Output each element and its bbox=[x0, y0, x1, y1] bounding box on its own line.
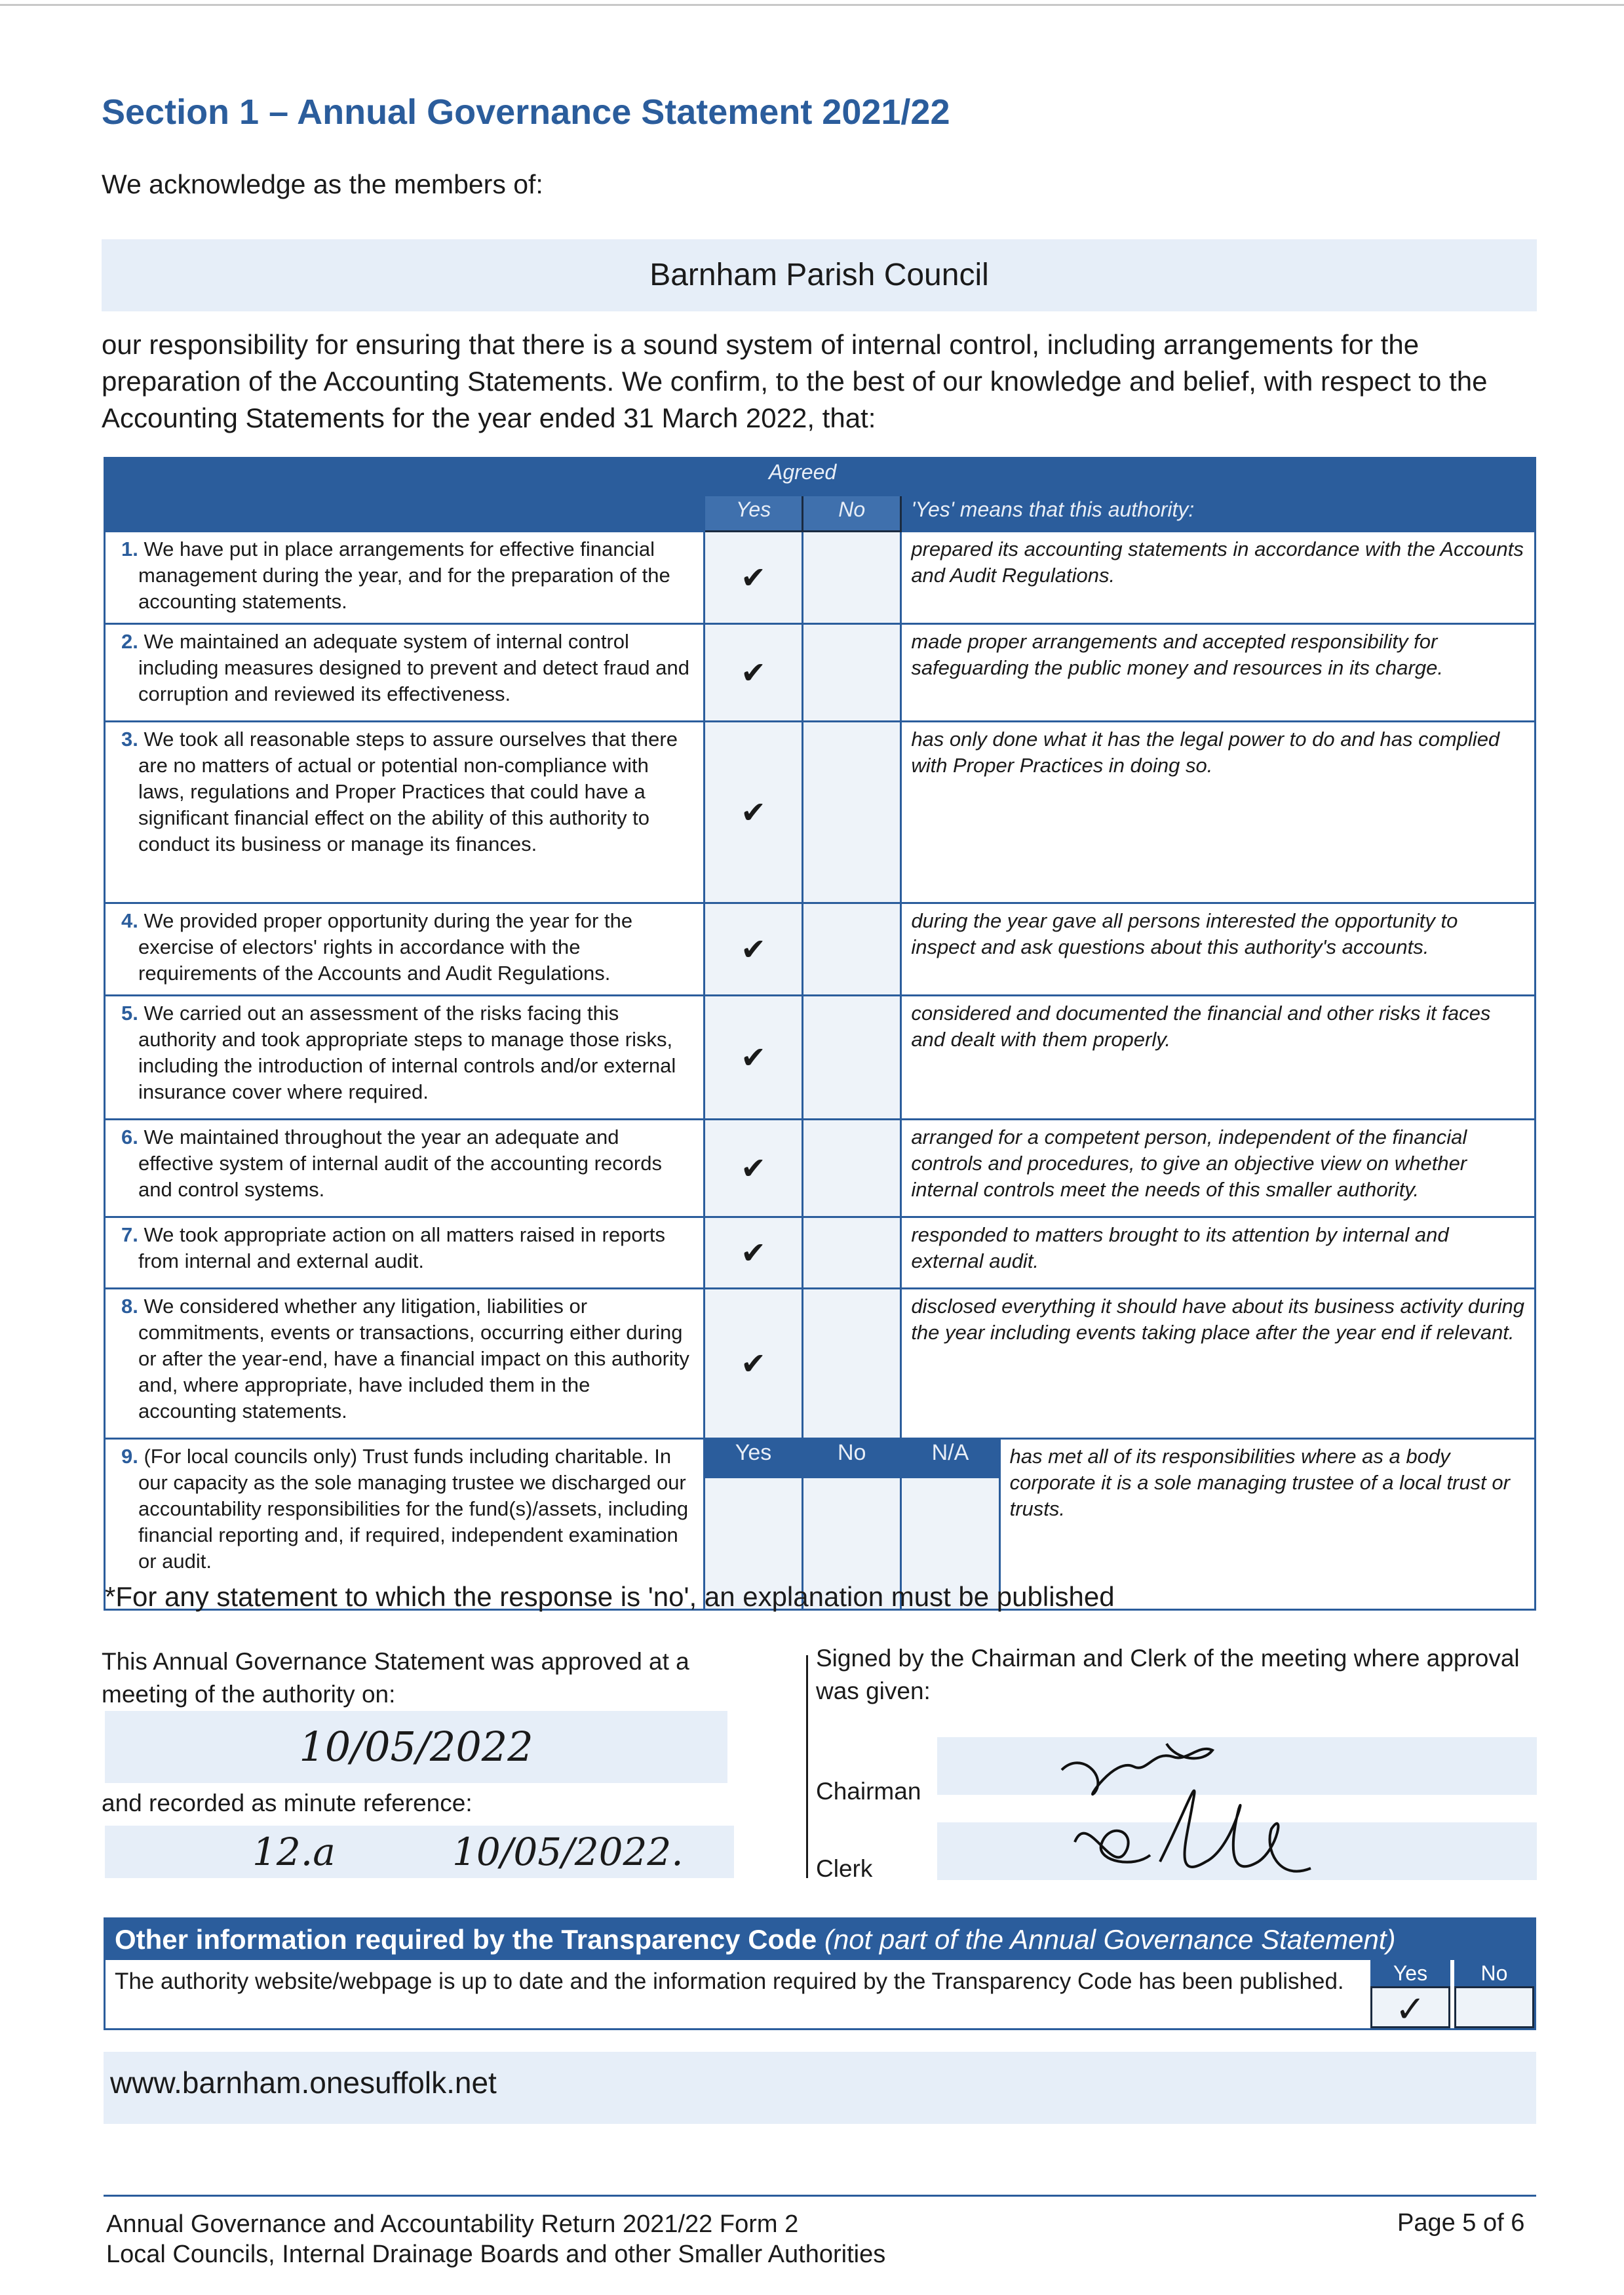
no-header: No bbox=[803, 496, 901, 532]
statement-text: We maintained throughout the year an adequate and effective system of internal audit of the accounting records and control systems. bbox=[138, 1126, 662, 1201]
table-row bbox=[105, 722, 1536, 903]
row-number: 3. bbox=[121, 728, 138, 751]
row-number: 1. bbox=[121, 538, 138, 560]
statements-body bbox=[105, 532, 1536, 1439]
no-checkbox[interactable] bbox=[803, 624, 901, 722]
clerk-label: Clerk bbox=[816, 1855, 873, 1882]
row-number: 9. bbox=[121, 1445, 138, 1468]
responsibility-text: our responsibility for ensuring that there is a sound system of internal control, including arrangements for the preparation of the Accounting Statements. We confirm, to the best of our knowledge and belief, with respect to the Accounting Statements for the year ended 31 March 2022, that: bbox=[102, 329, 1488, 433]
table-row bbox=[105, 1439, 1536, 1478]
table-row bbox=[105, 1289, 1536, 1439]
approved-text: This Annual Governance Statement was approved at a meeting of the authority on: bbox=[102, 1648, 689, 1708]
row-number: 4. bbox=[121, 909, 138, 932]
statements-table bbox=[104, 457, 1536, 1611]
meaning-text: prepared its accounting statements in accordance with the Accounts and Audit Regulations. bbox=[901, 532, 1536, 624]
statement-text: We considered whether any litigation, liabilities or commitments, events or transactions, occurring either during or after the year-end, have a financial impact on this authority and, where appropriate, have included them in the accounting statements. bbox=[138, 1295, 689, 1422]
meaning-header: 'Yes' means that this authority: bbox=[901, 496, 1536, 532]
statement-text: We provided proper opportunity during the year for the exercise of electors' rights in accordance with the requirements of the Accounts and Audit Regulations. bbox=[138, 909, 633, 985]
top-rule bbox=[0, 4, 1624, 6]
statement-text: We have put in place arrangements for effective financial management during the year, and for the preparation of the accounting statements. bbox=[138, 538, 670, 613]
meaning-text: has met all of its responsibilities where as a body corporate it is a sole managing trustee of a local trust or trusts. bbox=[999, 1439, 1535, 1610]
transparency-yes-box[interactable]: ✓ bbox=[1370, 1986, 1450, 2028]
minute-ref: 12.a bbox=[252, 1830, 336, 1874]
meaning-text: disclosed everything it should have about its business activity during the year including events taking place after the year end if relevant. bbox=[901, 1289, 1536, 1439]
table-row bbox=[105, 1120, 1536, 1217]
table-row bbox=[105, 996, 1536, 1120]
row-number: 6. bbox=[121, 1126, 138, 1148]
minute-date: 10/05/2022. bbox=[452, 1830, 684, 1874]
row-number: 5. bbox=[121, 1002, 138, 1025]
meaning-text: considered and documented the financial and other risks it faces and dealt with them properly. bbox=[901, 996, 1536, 1120]
intro-text: We acknowledge as the members of: bbox=[102, 169, 543, 199]
table-row bbox=[105, 1217, 1536, 1289]
page-title: Section 1 – Annual Governance Statement 2021/22 bbox=[102, 92, 950, 132]
transparency-no-box[interactable] bbox=[1454, 1986, 1534, 2028]
transparency-header-note: (not part of the Annual Governance Statement) bbox=[824, 1924, 1396, 1955]
transparency-no-header: No bbox=[1454, 1960, 1534, 1986]
statement-text: We carried out an assessment of the risks facing this authority and took appropriate steps to manage those risks, including the introduction of internal controls and/or external insurance cover where required. bbox=[138, 1002, 676, 1103]
authority-name-box bbox=[102, 239, 1537, 311]
row-number: 7. bbox=[121, 1223, 138, 1246]
transparency-header: Other information required by the Transparency Code (not part of the Annual Governance Statement) bbox=[106, 1919, 1534, 1960]
no-checkbox[interactable] bbox=[803, 1120, 901, 1217]
divider bbox=[806, 1655, 808, 1878]
footer-line-1: Annual Governance and Accountability Return 2021/22 Form 2 bbox=[106, 2210, 799, 2238]
minute-reference-box bbox=[105, 1826, 734, 1878]
table-row bbox=[105, 903, 1536, 996]
row9-yes-header: Yes bbox=[704, 1439, 802, 1478]
page-number: Page 5 of 6 bbox=[1397, 2209, 1525, 2237]
signature-image bbox=[1035, 1731, 1363, 1894]
table-row bbox=[105, 532, 1536, 624]
row-number: 8. bbox=[121, 1295, 138, 1318]
header-blank bbox=[105, 458, 705, 532]
yes-checkbox[interactable]: ✔ bbox=[704, 532, 802, 624]
no-checkbox[interactable] bbox=[803, 1289, 901, 1439]
signed-text: Signed by the Chairman and Clerk of the meeting where approval was given: bbox=[816, 1645, 1520, 1704]
meaning-text: made proper arrangements and accepted responsibility for safeguarding the public money and resources in its charge. bbox=[901, 624, 1536, 722]
transparency-text: The authority website/webpage is up to date and the information required by the Transparency Code has been published. bbox=[115, 1969, 1344, 1994]
meaning-text: arranged for a competent person, independent of the financial controls and procedures, to give an objective view on whether internal controls meet the needs of this smaller authority. bbox=[901, 1120, 1536, 1217]
no-checkbox[interactable] bbox=[803, 996, 901, 1120]
meaning-text: has only done what it has the legal power to do and has complied with Proper Practices in doing so. bbox=[901, 722, 1536, 903]
yes-checkbox[interactable]: ✔ bbox=[704, 1289, 802, 1439]
no-checkbox[interactable] bbox=[803, 903, 901, 996]
yes-checkbox[interactable]: ✔ bbox=[704, 903, 802, 996]
agreed-header: Agreed bbox=[704, 458, 900, 496]
yes-checkbox[interactable]: ✔ bbox=[704, 1217, 802, 1289]
yes-checkbox[interactable]: ✔ bbox=[704, 996, 802, 1120]
yes-checkbox[interactable]: ✔ bbox=[704, 624, 802, 722]
website-address: www.barnham.onesuffolk.net bbox=[110, 2066, 497, 2100]
meeting-date: 10/05/2022 bbox=[105, 1711, 727, 1783]
row-number: 2. bbox=[121, 630, 138, 653]
transparency-section bbox=[104, 1917, 1536, 2030]
meaning-text: during the year gave all persons interested the opportunity to inspect and ask questions about this authority's accounts. bbox=[901, 903, 1536, 996]
website-box bbox=[104, 2052, 1536, 2124]
transparency-yes-header: Yes bbox=[1370, 1960, 1450, 1986]
footer-line-2: Local Councils, Internal Drainage Boards and other Smaller Authorities bbox=[106, 2241, 886, 2268]
meaning-text: responded to matters brought to its attention by internal and external audit. bbox=[901, 1217, 1536, 1289]
explanation-note: *For any statement to which the response is 'no', an explanation must be published bbox=[105, 1581, 1115, 1612]
statement-text: We took all reasonable steps to assure ourselves that there are no matters of actual or potential non-compliance with laws, regulations and Proper Practices that could have a significant financial effect on the ability of this authority to conduct its business or manage its finances. bbox=[138, 728, 678, 855]
no-checkbox[interactable] bbox=[803, 722, 901, 903]
footer-rule bbox=[104, 2195, 1536, 2197]
statement-text: We took appropriate action on all matters raised in reports from internal and external audit. bbox=[138, 1223, 665, 1272]
statement-text: (For local councils only) Trust funds including charitable. In our capacity as the sole managing trustee we discharged our accountability responsibilities for the fund(s)/assets, including financial reporting and, if required, independent examination or audit. bbox=[138, 1445, 689, 1573]
yes-header: Yes bbox=[704, 496, 802, 532]
authority-name: Barnham Parish Council bbox=[649, 258, 989, 292]
yes-checkbox[interactable]: ✔ bbox=[704, 1120, 802, 1217]
row9-na-header: N/A bbox=[901, 1439, 999, 1478]
table-row bbox=[105, 624, 1536, 722]
no-checkbox[interactable] bbox=[803, 1217, 901, 1289]
statement-text: We maintained an adequate system of internal control including measures designed to prevent and detect fraud and corruption and reviewed its effectiveness. bbox=[138, 630, 690, 705]
chairman-label: Chairman bbox=[816, 1778, 921, 1805]
row9-no-header: No bbox=[803, 1439, 901, 1478]
header-blank-right bbox=[901, 458, 1536, 496]
minute-label: and recorded as minute reference: bbox=[102, 1790, 473, 1816]
yes-checkbox[interactable]: ✔ bbox=[704, 722, 802, 903]
no-checkbox[interactable] bbox=[803, 532, 901, 624]
